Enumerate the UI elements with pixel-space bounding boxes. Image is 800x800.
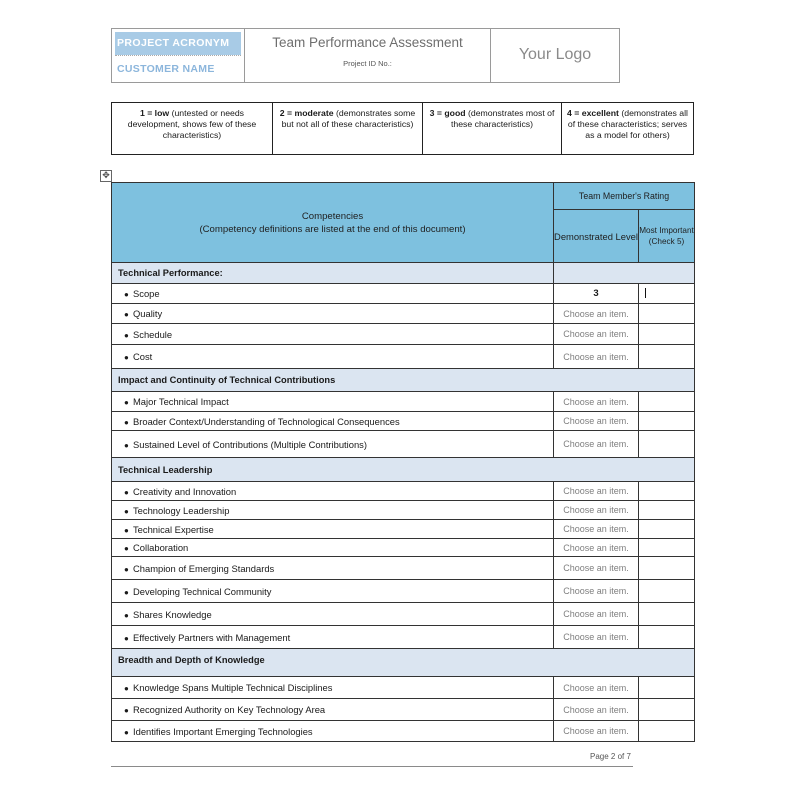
assessment-table: [111, 182, 695, 742]
rating-key-desc: (demonstrates some but not all of these characteristics): [281, 108, 416, 129]
list-item: [112, 626, 554, 649]
competency-label: Scope: [133, 288, 160, 299]
rating-key-excellent: [562, 103, 693, 154]
rating-key-score: 1 = low: [139, 108, 170, 118]
most-important-check[interactable]: [639, 431, 695, 458]
most-important-header: Most Important (Check 5): [639, 210, 695, 263]
page-number: Page 2 of 7: [590, 752, 631, 761]
rating-key-desc: (untested or needs development, shows few of these characteristics): [127, 108, 257, 140]
bullet-icon: ●: [124, 544, 129, 553]
competency-label: Cost: [133, 351, 153, 362]
bullet-icon: ●: [124, 506, 129, 516]
bullet-icon: ●: [124, 610, 129, 620]
section-title: Impact and Continuity of Technical Contributions: [112, 369, 695, 392]
text-cursor: [645, 288, 646, 298]
bullet-icon: ●: [124, 587, 129, 597]
most-important-check[interactable]: [639, 304, 695, 324]
demonstrated-level-select[interactable]: Choose an item.: [554, 699, 639, 721]
most-important-check[interactable]: [639, 699, 695, 721]
rating-key-score: 2 = moderate: [279, 108, 334, 118]
list-item: [112, 284, 554, 304]
bullet-icon: ●: [124, 417, 129, 427]
most-important-check[interactable]: [639, 392, 695, 412]
most-important-check[interactable]: [639, 520, 695, 539]
project-acronym-field[interactable]: PROJECT ACRONYM: [115, 32, 241, 55]
competencies-note: (Competency definitions are listed at the end of this document): [199, 223, 466, 235]
rating-key-desc: (demonstrates all of these characteristics; serves as a model for others): [567, 108, 688, 140]
demonstrated-level-select[interactable]: Choose an item.: [554, 539, 639, 557]
most-important-check[interactable]: [639, 539, 695, 557]
competency-label: Knowledge Spans Multiple Technical Disciplines: [133, 682, 333, 693]
footer-divider: [111, 766, 633, 767]
competency-label: Major Technical Impact: [133, 396, 229, 407]
most-important-check[interactable]: [639, 721, 695, 742]
competency-label: Technical Expertise: [133, 523, 214, 535]
bullet-icon: ●: [124, 487, 129, 497]
demonstrated-level-select[interactable]: Choose an item.: [554, 412, 639, 431]
demonstrated-level-select[interactable]: Choose an item.: [554, 501, 639, 520]
rating-key-good: [423, 103, 562, 154]
competency-label: Collaboration: [133, 542, 189, 553]
list-item: [112, 677, 554, 699]
bullet-icon: ●: [124, 727, 129, 737]
competencies-header: [112, 183, 554, 263]
team-rating-header: Team Member's Rating: [554, 183, 695, 210]
bullet-icon: ●: [124, 564, 129, 574]
most-important-check[interactable]: [639, 345, 695, 369]
demonstrated-level-select[interactable]: Choose an item.: [554, 482, 639, 501]
demonstrated-level-select[interactable]: Choose an item.: [554, 626, 639, 649]
bullet-icon: ●: [124, 525, 129, 535]
most-important-check[interactable]: [639, 626, 695, 649]
rating-key-low: [112, 103, 273, 154]
most-important-check[interactable]: [639, 557, 695, 580]
competency-label: Sustained Level of Contributions (Multiple Contributions): [133, 438, 367, 450]
list-item: [112, 580, 554, 603]
bullet-icon: ●: [124, 633, 129, 643]
most-important-check[interactable]: [639, 580, 695, 603]
competency-label: Champion of Emerging Standards: [133, 562, 275, 574]
list-item: [112, 304, 554, 324]
list-item: [112, 412, 554, 431]
list-item: [112, 392, 554, 412]
bullet-icon: ●: [124, 353, 129, 362]
list-item: [112, 721, 554, 742]
header-left-block: [112, 29, 245, 82]
list-item: [112, 345, 554, 369]
list-item: [112, 431, 554, 458]
demonstrated-level-select[interactable]: Choose an item.: [554, 345, 639, 369]
competency-label: Identifies Important Emerging Technologies: [133, 725, 313, 737]
most-important-check[interactable]: [639, 501, 695, 520]
list-item: [112, 603, 554, 626]
rating-key: [111, 102, 694, 155]
rating-key-score: 3 = good: [429, 108, 466, 118]
rating-key-score: 4 = excellent: [567, 108, 619, 118]
rating-key-desc: (demonstrates most of these characteristics): [450, 108, 555, 129]
section-band: [554, 263, 695, 284]
demonstrated-level-select[interactable]: Choose an item.: [554, 431, 639, 458]
demonstrated-level-select[interactable]: Choose an item.: [554, 557, 639, 580]
table-move-handle-icon[interactable]: ✥: [100, 170, 112, 182]
demonstrated-level-select[interactable]: Choose an item.: [554, 580, 639, 603]
most-important-check[interactable]: [639, 324, 695, 345]
demonstrated-level-select[interactable]: Choose an item.: [554, 324, 639, 345]
rating-key-moderate: [273, 103, 423, 154]
demonstrated-level-select[interactable]: Choose an item.: [554, 392, 639, 412]
list-item: [112, 324, 554, 345]
header-title-block: [245, 29, 491, 82]
bullet-icon: ●: [124, 440, 129, 450]
competency-label: Effectively Partners with Management: [133, 631, 291, 643]
most-important-check[interactable]: [639, 677, 695, 699]
list-item: [112, 557, 554, 580]
list-item: [112, 482, 554, 501]
list-item: [112, 699, 554, 721]
demonstrated-level-header: Demonstrated Level: [554, 210, 639, 263]
demonstrated-level-select[interactable]: 3: [554, 284, 639, 304]
bullet-icon: ●: [124, 290, 129, 299]
most-important-check[interactable]: [639, 412, 695, 431]
bullet-icon: ●: [124, 310, 129, 319]
section-title: Technical Leadership: [112, 458, 695, 482]
bullet-icon: ●: [124, 706, 129, 715]
demonstrated-level-select[interactable]: Choose an item.: [554, 520, 639, 539]
bullet-icon: ●: [124, 398, 129, 407]
document-title: Team Performance Assessment: [272, 35, 463, 50]
demonstrated-level-select[interactable]: Choose an item.: [554, 304, 639, 324]
most-important-check[interactable]: [639, 284, 695, 304]
competencies-title: Competencies: [301, 210, 364, 222]
logo-placeholder: Your Logo: [518, 46, 592, 63]
project-id-label: Project ID No.:: [343, 59, 392, 68]
demonstrated-level-select[interactable]: Choose an item.: [554, 721, 639, 742]
competency-label: Creativity and Innovation: [133, 485, 237, 497]
competency-label: Broader Context/Understanding of Technological Consequences: [133, 415, 400, 427]
section-title: Technical Performance:: [112, 263, 554, 284]
competency-label: Quality: [133, 308, 163, 319]
competency-label: Schedule: [133, 328, 173, 340]
list-item: [112, 520, 554, 539]
competency-label: Technology Leadership: [133, 504, 230, 516]
competency-label: Developing Technical Community: [133, 585, 272, 597]
bullet-icon: ●: [124, 684, 129, 693]
list-item: [112, 539, 554, 557]
list-item: [112, 501, 554, 520]
demonstrated-level-select[interactable]: Choose an item.: [554, 677, 639, 699]
competency-label: Recognized Authority on Key Technology Area: [133, 704, 326, 715]
document-header: [111, 28, 620, 83]
competency-label: Shares Knowledge: [133, 608, 212, 620]
section-title: Breadth and Depth of Knowledge: [112, 649, 695, 677]
bullet-icon: ●: [124, 330, 129, 340]
demonstrated-level-select[interactable]: Choose an item.: [554, 603, 639, 626]
most-important-check[interactable]: [639, 482, 695, 501]
most-important-check[interactable]: [639, 603, 695, 626]
customer-name-field[interactable]: CUSTOMER NAME: [115, 55, 241, 82]
